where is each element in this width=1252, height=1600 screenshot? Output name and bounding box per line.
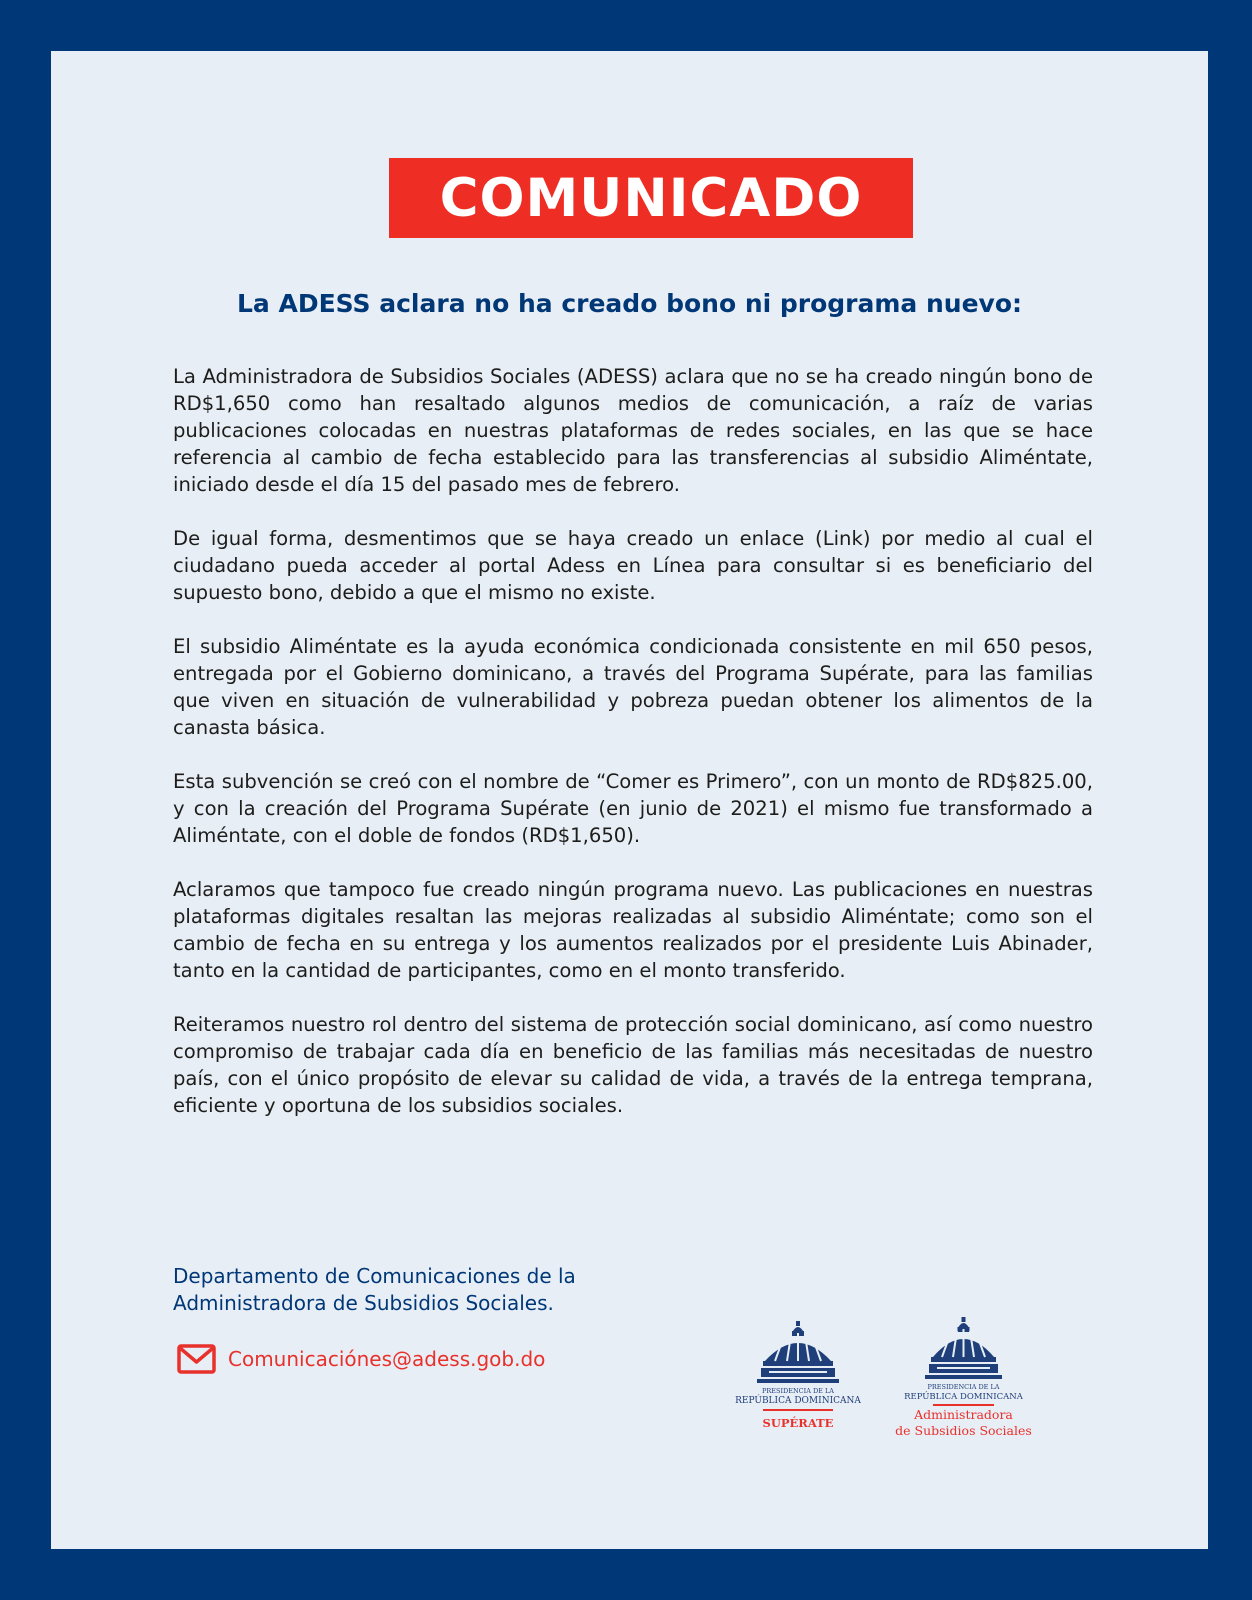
superate-logo — [723, 1321, 873, 1436]
adess-logo — [891, 1317, 1036, 1442]
paragraph-6: Reiteramos nuestro rol dentro del sistema de protección social dominicano, así como nuestro compromiso de trabajar cada día en beneficio de las familias más necesitadas de nuestro país, con el único propósito de elevar su calidad de vida, a través de la entrega temprana, eficiente y oportuna de los subsidios sociales. — [173, 1013, 1093, 1117]
signature-line-2: Administradora de Subsidios Sociales. — [173, 1291, 554, 1315]
contact-email[interactable]: Comunicaciónes@adess.gob.do — [228, 1347, 546, 1371]
superate-logo-line-3: SUPÉRATE — [762, 1416, 834, 1430]
superate-logo-line-2: REPÚBLICA DOMINICANA — [735, 1396, 861, 1406]
adess-logo-line-2: REPÚBLICA DOMINICANA — [904, 1392, 1023, 1402]
paragraph-3: El subsidio Aliméntate es la ayuda económica condicionada consistente en mil 650 pesos, entregada por el Gobierno dominicano, a través del Programa Supérate, para las familias que viven en situación de vulnerabilidad y pobreza puedan obtener los alimentos de la canasta básica. — [173, 635, 1093, 739]
comunicado-banner: COMUNICADO — [389, 158, 913, 238]
signature — [173, 1263, 576, 1317]
contact-email-row — [177, 1344, 545, 1374]
superate-logo-line-1: PRESIDENCIA DE LA — [761, 1387, 835, 1395]
adess-logo-line-4: de Subsidios Sociales — [895, 1423, 1032, 1438]
adess-logo-line-1: PRESIDENCIA DE LA — [927, 1383, 1000, 1391]
headline: La ADESS aclara no ha creado bono ni programa nuevo: — [236, 289, 1023, 318]
adess-logo-line-3: Administradora — [914, 1407, 1013, 1422]
body-text — [173, 363, 1093, 1146]
mail-icon — [177, 1344, 216, 1374]
paragraph-5: Aclaramos que tampoco fue creado ningún programa nuevo. Las publicaciones en nuestras plataformas digitales resaltan las mejoras realizadas al subsidio Aliméntate; como son el cambio de fecha en su entrega y los aumentos realizados por el presidente Luis Abinader, tanto en la cantidad de participantes, como en el monto transferido. — [173, 878, 1093, 982]
paragraph-4: Esta subvención se creó con el nombre de “Comer es Primero”, con un monto de RD$825.00, y con la creación del Programa Supérate (en junio de 2021) el mismo fue transformado a Aliméntate, con el doble de fondos (RD$1,650). — [173, 770, 1093, 847]
paragraph-2: De igual forma, desmentimos que se haya creado un enlace (Link) por medio al cual el ciudadano pueda acceder al portal Adess en Línea para consultar si es beneficiario del supuesto bono, debido a que el mismo no existe. — [173, 527, 1093, 604]
signature-line-1: Departamento de Comunicaciones de la — [173, 1264, 576, 1288]
paragraph-1: La Administradora de Subsidios Sociales (ADESS) aclara que no se ha creado ningún bono de RD$1,650 como han resaltado algunos medios de comunicación, a raíz de varias publicaciones colocadas en nuestras plataformas de redes sociales, en las que se hace referencia al cambio de fecha establecido para las transferencias al subsidio Aliméntate, iniciado desde el día 15 del pasado mes de febrero. — [173, 365, 1093, 496]
communique-sheet — [51, 51, 1208, 1549]
